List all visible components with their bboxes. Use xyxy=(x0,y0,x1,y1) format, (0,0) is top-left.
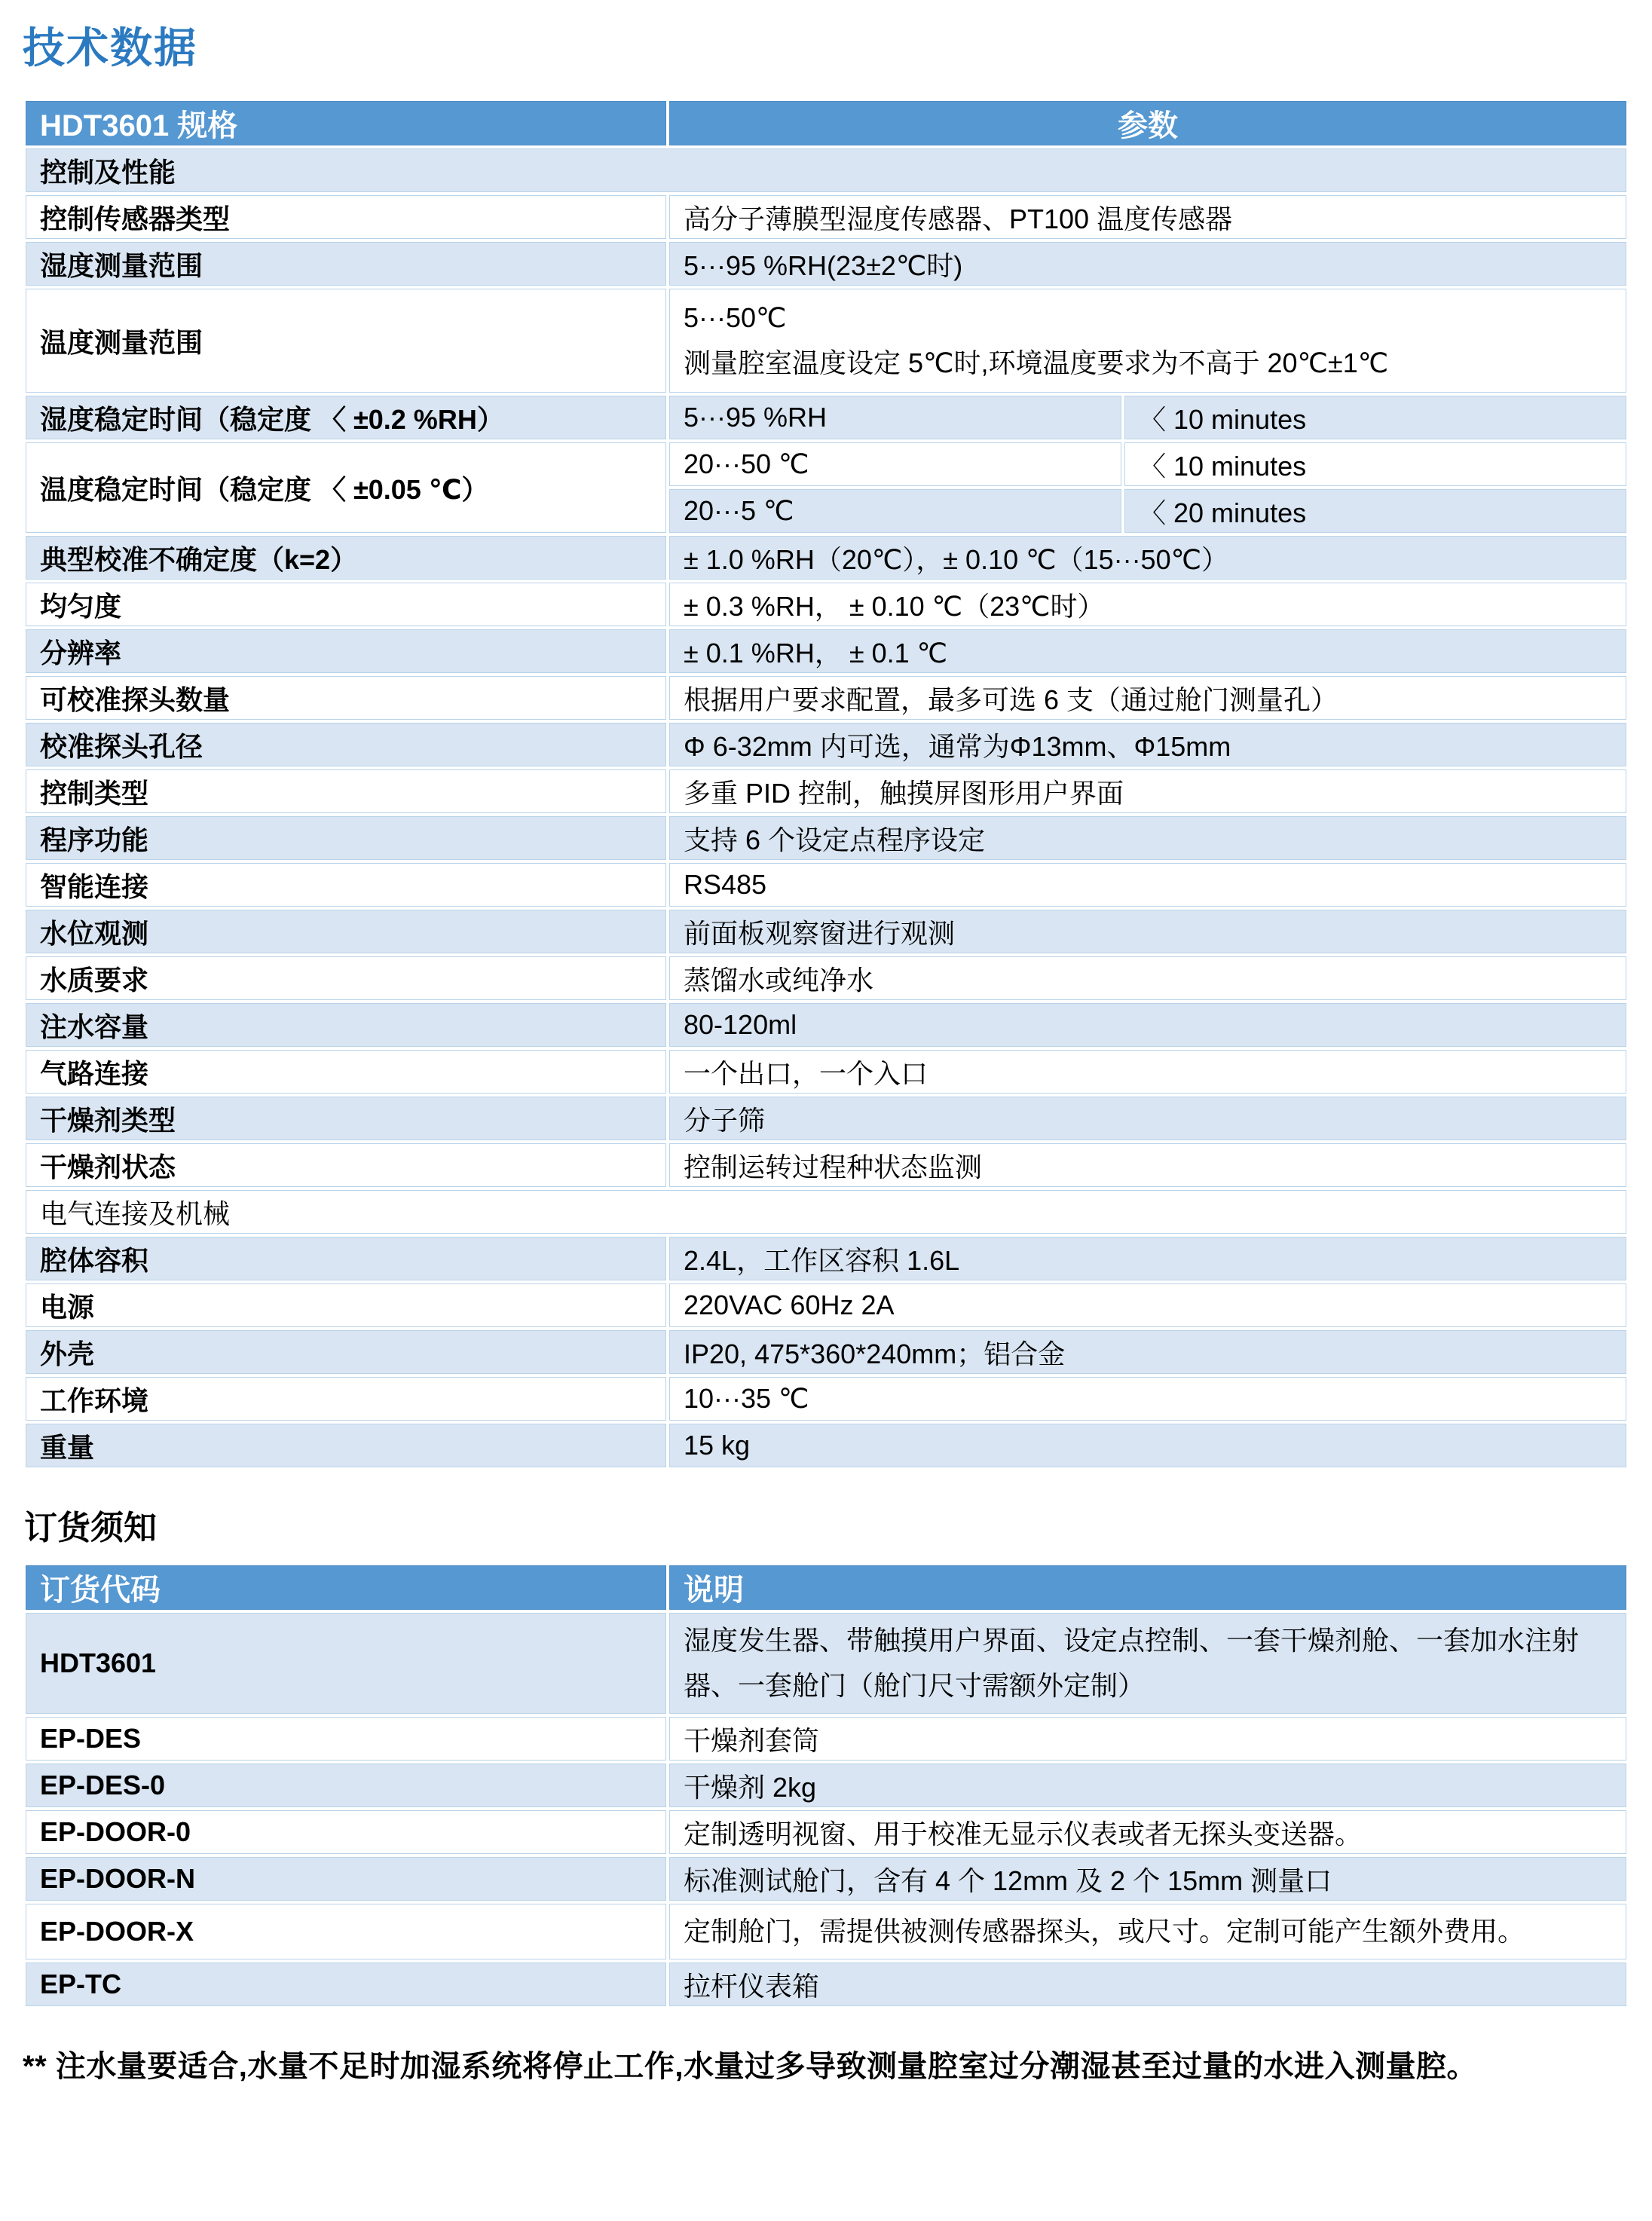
order-row xyxy=(26,1810,1626,1854)
spec-row xyxy=(26,629,1626,673)
order-row xyxy=(26,1717,1626,1761)
order-desc: 湿度发生器、带触摸用户界面、设定点控制、一套干燥剂舱、一套加水注射器、一套舱门（舱门尺寸需额外定制） xyxy=(669,1613,1626,1714)
order-heading: 订货须知 xyxy=(24,1510,157,1546)
page-title: 技术数据 xyxy=(23,24,197,72)
spec-row-label: 程序功能 xyxy=(26,816,666,860)
spec-row xyxy=(26,676,1626,720)
order-code: HDT3601 xyxy=(26,1613,666,1714)
spec-row-value: 蒸馏水或纯净水 xyxy=(669,956,1626,1000)
spec-row xyxy=(26,1283,1626,1327)
spec-row-value: 多重 PID 控制，触摸屏图形用户界面 xyxy=(669,769,1626,813)
spec-row xyxy=(26,1330,1626,1374)
spec-row-label: 干燥剂状态 xyxy=(26,1143,666,1187)
spec-row xyxy=(26,536,1626,580)
spec-row-label: 电源 xyxy=(26,1283,666,1327)
spec-row-label: 湿度测量范围 xyxy=(26,242,666,286)
spec-header-model: HDT3601 规格 xyxy=(26,101,666,145)
order-row xyxy=(26,1904,1626,1959)
spec-row xyxy=(26,816,1626,860)
spec-row-label: 典型校准不确定度（k=2） xyxy=(26,536,666,580)
spec-row-value: RS485 xyxy=(669,863,1626,907)
order-desc: 标准测试舱门，含有 4 个 12mm 及 2 个 15mm 测量口 xyxy=(669,1857,1626,1901)
spec-row-label: 气路连接 xyxy=(26,1050,666,1094)
spec-row-value: IP20, 475*360*240mm；铝合金 xyxy=(669,1330,1626,1374)
spec-row-value: ± 0.3 %RH， ± 0.10 ℃（23℃时） xyxy=(669,583,1626,626)
spec-row xyxy=(26,910,1626,953)
spec-row xyxy=(26,1050,1626,1094)
spec-row-label: 均匀度 xyxy=(26,583,666,626)
spec-row xyxy=(26,396,1626,439)
order-code: EP-DES-0 xyxy=(26,1764,666,1807)
spec-row-value xyxy=(669,289,1626,393)
order-desc: 定制舱门，需提供被测传感器探头，或尺寸。定制可能产生额外费用。 xyxy=(669,1904,1626,1959)
spec-row-value: 高分子薄膜型湿度传感器、PT100 温度传感器 xyxy=(669,195,1626,239)
spec-row-value: 5···95 %RH(23±2℃时) xyxy=(669,242,1626,286)
order-desc: 干燥剂 2kg xyxy=(669,1764,1626,1807)
spec-row-label: 外壳 xyxy=(26,1330,666,1374)
order-header-desc: 说明 xyxy=(669,1565,1626,1610)
spec-row-value: 分子筛 xyxy=(669,1097,1626,1140)
order-row xyxy=(26,1613,1626,1714)
spec-section-row xyxy=(26,1190,1626,1234)
spec-row-label: 控制类型 xyxy=(26,769,666,813)
spec-row xyxy=(26,195,1626,239)
spec-row-value: ± 1.0 %RH（20℃），± 0.10 ℃（15···50℃） xyxy=(669,536,1626,580)
spec-row-value: 80-120ml xyxy=(669,1003,1626,1047)
order-header-code: 订货代码 xyxy=(26,1565,666,1610)
spec-table xyxy=(23,98,1629,1470)
order-desc: 拉杆仪表箱 xyxy=(669,1962,1626,2006)
spec-row-value: 控制运转过程种状态监测 xyxy=(669,1143,1626,1187)
spec-header-param: 参数 xyxy=(669,101,1626,145)
spec-row-value: 20···5 ℃ xyxy=(669,489,1121,533)
spec-row-value: ± 0.1 %RH， ± 0.1 ℃ xyxy=(669,629,1626,673)
spec-row xyxy=(26,289,1626,393)
spec-row-value: 支持 6 个设定点程序设定 xyxy=(669,816,1626,860)
spec-row-label: 工作环境 xyxy=(26,1377,666,1421)
spec-row-value: Φ 6-32mm 内可选，通常为Φ13mm、Φ15mm xyxy=(669,723,1626,766)
spec-row-value: 5···95 %RH xyxy=(669,396,1121,439)
spec-row xyxy=(26,1097,1626,1140)
spec-row-label: 可校准探头数量 xyxy=(26,676,666,720)
order-row xyxy=(26,1764,1626,1807)
spec-row xyxy=(26,1377,1626,1421)
spec-row-label: 注水容量 xyxy=(26,1003,666,1047)
spec-row xyxy=(26,442,1626,486)
spec-row-value-line2: 测量腔室温度设定 5℃时,环境温度要求为不高于 20℃±1℃ xyxy=(684,347,1389,378)
order-code: EP-DOOR-X xyxy=(26,1904,666,1959)
spec-row-label: 温度稳定时间（稳定度 〈 ±0.05 ℃） xyxy=(26,442,666,533)
spec-row-value: 2.4L，工作区容积 1.6L xyxy=(669,1237,1626,1280)
spec-row-label: 智能连接 xyxy=(26,863,666,907)
order-desc: 干燥剂套筒 xyxy=(669,1717,1626,1761)
spec-row xyxy=(26,1003,1626,1047)
spec-row-value-line1: 5···50℃ xyxy=(684,302,787,333)
spec-row xyxy=(26,723,1626,766)
spec-row-label: 重量 xyxy=(26,1424,666,1467)
spec-row xyxy=(26,956,1626,1000)
spec-row xyxy=(26,1424,1626,1467)
spec-row xyxy=(26,242,1626,286)
spec-row-label: 干燥剂类型 xyxy=(26,1097,666,1140)
spec-row-value: 220VAC 60Hz 2A xyxy=(669,1283,1626,1327)
spec-row-label: 温度测量范围 xyxy=(26,289,666,393)
spec-section-row xyxy=(26,148,1626,192)
order-code: EP-DOOR-N xyxy=(26,1857,666,1901)
spec-row xyxy=(26,1237,1626,1280)
order-table-header xyxy=(26,1565,1626,1610)
spec-table-header xyxy=(26,101,1626,145)
spec-row-value: 20···50 ℃ xyxy=(669,442,1121,486)
spec-row xyxy=(26,1143,1626,1187)
spec-row-label: 湿度稳定时间（稳定度 〈 ±0.2 %RH） xyxy=(26,396,666,439)
spec-row-label: 校准探头孔径 xyxy=(26,723,666,766)
order-table xyxy=(23,1562,1629,2009)
spec-row-value: 10···35 ℃ xyxy=(669,1377,1626,1421)
spec-row-value-secondary: 〈 20 minutes xyxy=(1124,489,1626,533)
spec-row xyxy=(26,583,1626,626)
spec-row-label: 水位观测 xyxy=(26,910,666,953)
order-code: EP-TC xyxy=(26,1962,666,2006)
order-desc: 定制透明视窗、用于校准无显示仪表或者无探头变送器。 xyxy=(669,1810,1626,1854)
spec-section-label: 电气连接及机械 xyxy=(26,1190,1626,1234)
spec-row-value: 根据用户要求配置，最多可选 6 支（通过舱门测量孔） xyxy=(669,676,1626,720)
spec-row-label: 水质要求 xyxy=(26,956,666,1000)
order-code: EP-DOOR-0 xyxy=(26,1810,666,1854)
spec-row-value: 前面板观察窗进行观测 xyxy=(669,910,1626,953)
order-code: EP-DES xyxy=(26,1717,666,1761)
spec-row-value: 15 kg xyxy=(669,1424,1626,1467)
spec-row-label: 分辨率 xyxy=(26,629,666,673)
footnote: ** 注水量要适合,水量不足时加湿系统将停止工作,水量过多导致测量腔室过分潮湿甚至过量的水进入测量腔。 xyxy=(23,2050,1477,2083)
order-row xyxy=(26,1962,1626,2006)
spec-row xyxy=(26,863,1626,907)
spec-row xyxy=(26,769,1626,813)
spec-row-value: 一个出口，一个入口 xyxy=(669,1050,1626,1094)
spec-row-label: 腔体容积 xyxy=(26,1237,666,1280)
spec-section-label: 控制及性能 xyxy=(26,148,1626,192)
spec-row-value-secondary: 〈 10 minutes xyxy=(1124,396,1626,439)
spec-row-label: 控制传感器类型 xyxy=(26,195,666,239)
spec-row-value-secondary: 〈 10 minutes xyxy=(1124,442,1626,486)
order-row xyxy=(26,1857,1626,1901)
